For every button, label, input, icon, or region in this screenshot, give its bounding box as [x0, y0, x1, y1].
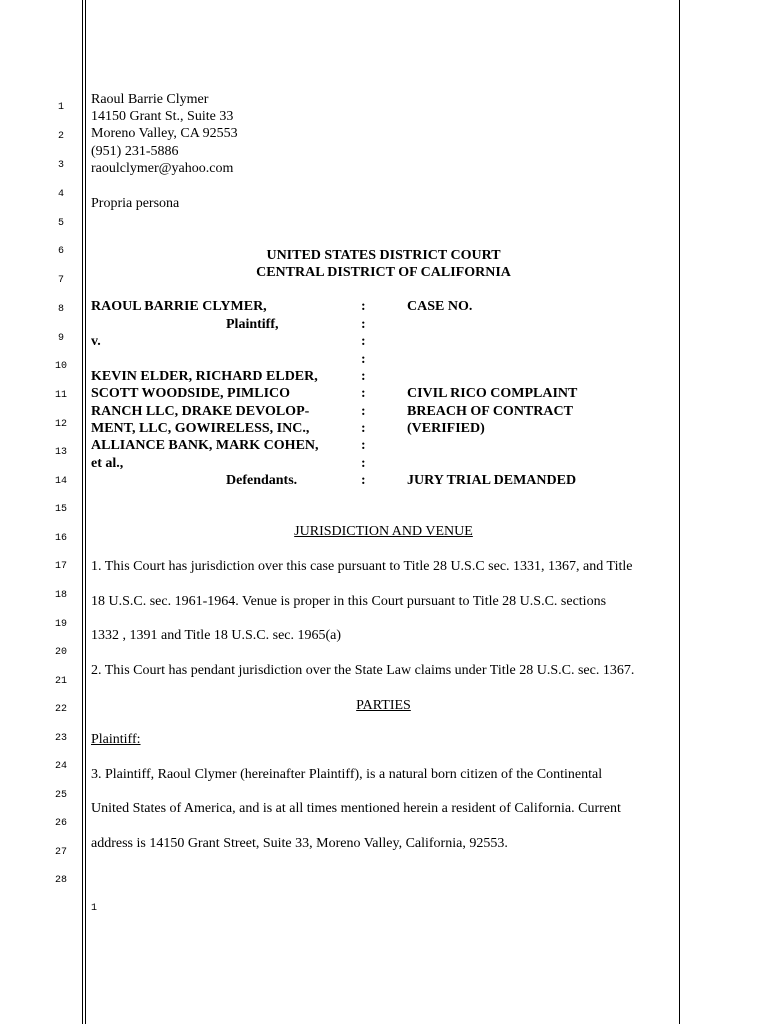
line-number: 14 [54, 476, 67, 487]
line-number: 2 [57, 131, 64, 142]
jury-demand: JURY TRIAL DEMANDED [407, 473, 577, 488]
filer-name: Raoul Barrie Clymer [91, 92, 209, 107]
line-number: 16 [54, 533, 67, 544]
caption-colon: : [361, 456, 366, 471]
paragraph-3-line: 3. Plaintiff, Raoul Clymer (hereinafter Plaintiff), is a natural born citizen of the Continental [91, 767, 603, 782]
line-number: 23 [54, 733, 67, 744]
case-number-label: CASE NO. [407, 299, 473, 314]
complaint-title: BREACH OF CONTRACT [407, 404, 573, 419]
caption-colon: : [361, 317, 366, 332]
plaintiff-role: Plaintiff, [226, 317, 279, 332]
left-margin-rule-inner [85, 0, 86, 1024]
line-number: 13 [54, 447, 67, 458]
caption-colon: : [361, 299, 366, 314]
court-title-line1: UNITED STATES DISTRICT COURT [266, 248, 501, 263]
filer-phone: (951) 231-5886 [91, 144, 179, 159]
line-number: 12 [54, 419, 67, 430]
line-number: 6 [57, 246, 64, 257]
defendant-line: et al., [91, 456, 124, 471]
line-number: 28 [54, 875, 67, 886]
defendants-role: Defendants. [226, 473, 298, 488]
plaintiff-name: RAOUL BARRIE CLYMER, [91, 299, 267, 314]
defendant-line: SCOTT WOODSIDE, PIMLICO [91, 386, 291, 401]
paragraph-3-line: address is 14150 Grant Street, Suite 33, Moreno Valley, California, 92553. [91, 836, 508, 851]
line-number: 18 [54, 590, 67, 601]
caption-colon: : [361, 352, 366, 367]
subheading-plaintiff: Plaintiff: [91, 732, 141, 747]
caption-colon: : [361, 421, 366, 436]
left-margin-rule-outer [82, 0, 83, 1024]
court-title-line2: CENTRAL DISTRICT OF CALIFORNIA [256, 265, 511, 280]
versus: v. [91, 334, 101, 349]
complaint-title: CIVIL RICO COMPLAINT [407, 386, 578, 401]
line-number: 9 [57, 333, 64, 344]
paragraph-1-line: 1. This Court has jurisdiction over this case pursuant to Title 28 U.S.C sec. 1331, 1367, and Title [91, 559, 633, 574]
caption-colon: : [361, 386, 366, 401]
line-number: 8 [57, 304, 64, 315]
right-margin-rule [679, 0, 680, 1024]
line-number: 1 [57, 102, 64, 113]
line-number: 17 [54, 561, 67, 572]
caption-colon: : [361, 334, 366, 349]
caption-colon: : [361, 473, 366, 488]
line-number: 3 [57, 160, 64, 171]
page-number: 1 [91, 903, 98, 914]
defendant-line: ALLIANCE BANK, MARK COHEN, [91, 438, 319, 453]
paragraph-1-line: 1332 , 1391 and Title 18 U.S.C. sec. 1965(a) [91, 628, 342, 643]
paragraph-3-line: United States of America, and is at all times mentioned herein a resident of California. Current [91, 801, 621, 816]
caption-colon: : [361, 438, 366, 453]
defendant-line: MENT, LLC, GOWIRELESS, INC., [91, 421, 310, 436]
line-number: 26 [54, 818, 67, 829]
line-number: 5 [57, 218, 64, 229]
line-number: 19 [54, 619, 67, 630]
line-number: 15 [54, 504, 67, 515]
complaint-title: (VERIFIED) [407, 421, 485, 436]
section-heading-jurisdiction: JURISDICTION AND VENUE [294, 524, 473, 539]
filer-status: Propria persona [91, 196, 180, 211]
defendant-line: RANCH LLC, DRAKE DEVOLOP- [91, 404, 310, 419]
defendant-line: KEVIN ELDER, RICHARD ELDER, [91, 369, 318, 384]
paragraph-2: 2. This Court has pendant jurisdiction over the State Law claims under Title 28 U.S.C. sec. 1367. [91, 663, 635, 678]
line-number: 11 [54, 390, 67, 401]
section-heading-parties: PARTIES [356, 698, 411, 713]
filer-email: raoulclymer@yahoo.com [91, 161, 234, 176]
caption-colon: : [361, 369, 366, 384]
line-number: 22 [54, 704, 67, 715]
paragraph-1-line: 18 U.S.C. sec. 1961-1964. Venue is proper in this Court pursuant to Title 28 U.S.C. sections [91, 594, 607, 609]
line-number: 25 [54, 790, 67, 801]
line-number: 27 [54, 847, 67, 858]
line-number: 7 [57, 275, 64, 286]
filer-street: 14150 Grant St., Suite 33 [91, 109, 234, 124]
caption-colon: : [361, 404, 366, 419]
line-number: 24 [54, 761, 67, 772]
filer-city: Moreno Valley, CA 92553 [91, 126, 238, 141]
line-number: 4 [57, 189, 64, 200]
line-number: 20 [54, 647, 67, 658]
line-number: 21 [54, 676, 67, 687]
line-number: 10 [54, 361, 67, 372]
